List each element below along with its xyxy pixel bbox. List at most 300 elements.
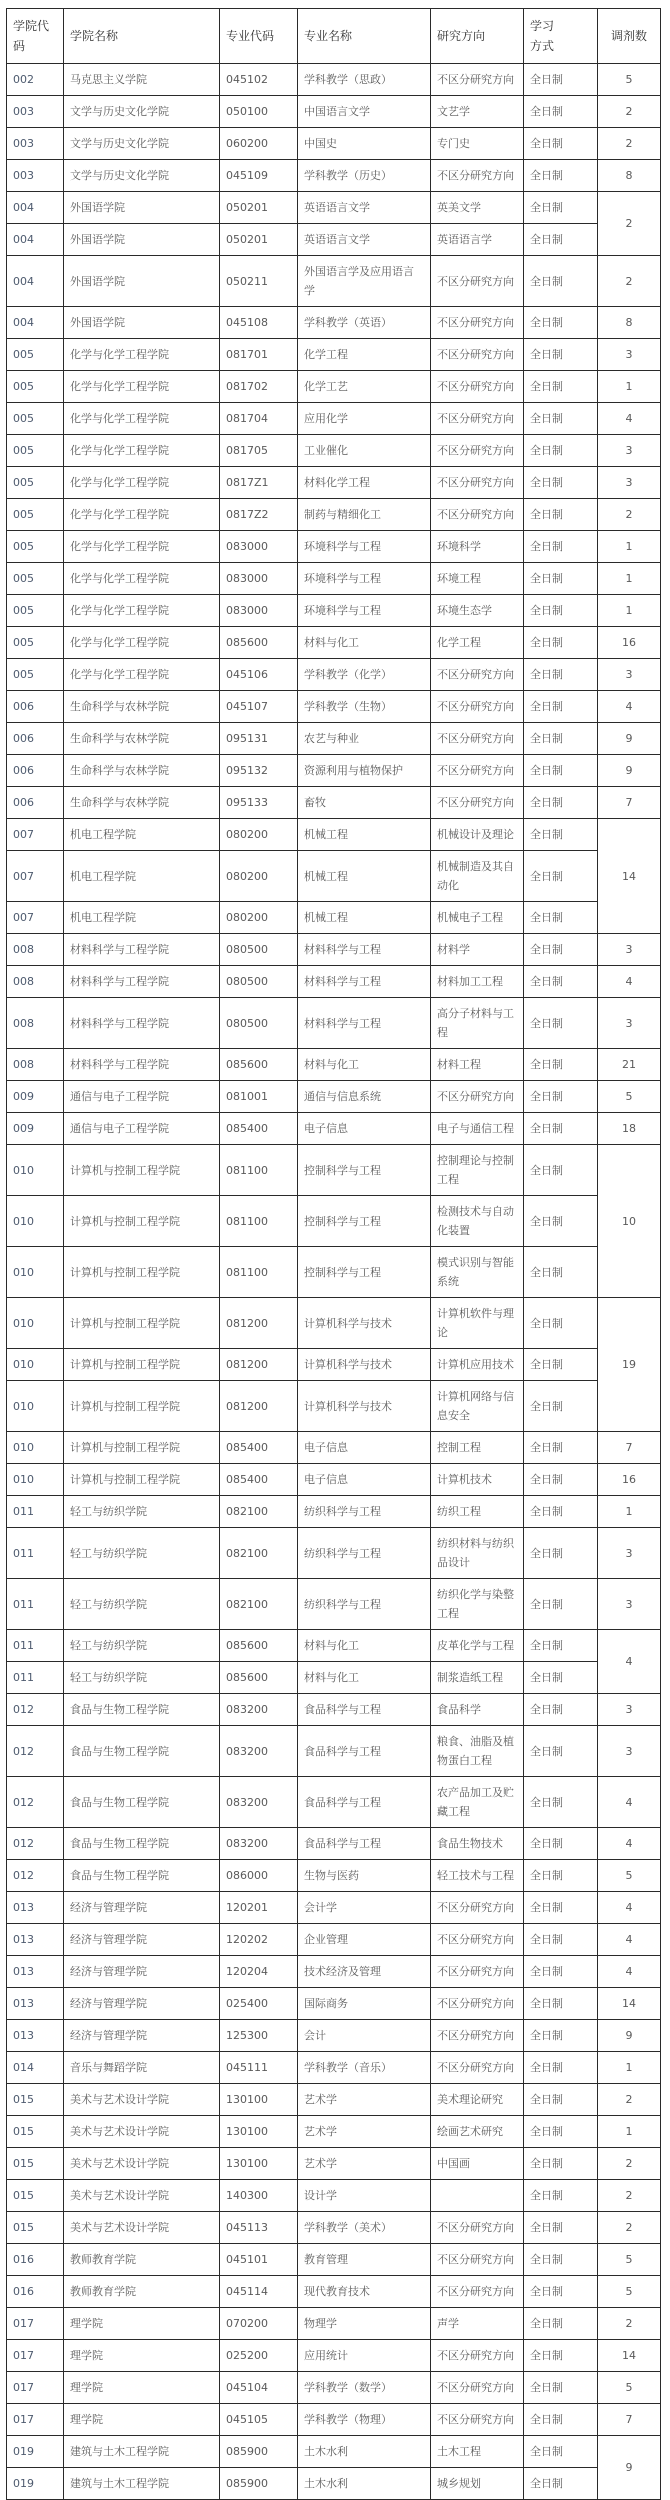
major-name-cell: 计算机科学与技术 bbox=[298, 1349, 431, 1381]
college-name-cell: 轻工与纺织学院 bbox=[64, 1496, 220, 1528]
study-mode-cell: 全日制 bbox=[524, 1528, 598, 1579]
college-code-cell: 012 bbox=[7, 1726, 64, 1777]
major-name-cell: 土木水利 bbox=[298, 2436, 431, 2468]
major-code-cell: 081702 bbox=[220, 371, 298, 403]
adjust-count-cell: 4 bbox=[598, 966, 661, 998]
major-code-cell: 0817Z1 bbox=[220, 467, 298, 499]
major-code-cell: 085400 bbox=[220, 1113, 298, 1145]
major-code-cell: 082100 bbox=[220, 1528, 298, 1579]
major-code-cell: 085600 bbox=[220, 627, 298, 659]
college-name-cell: 化学与化学工程学院 bbox=[64, 339, 220, 371]
major-code-cell: 045109 bbox=[220, 160, 298, 192]
adjust-count-cell: 3 bbox=[598, 998, 661, 1049]
college-name-cell: 轻工与纺织学院 bbox=[64, 1662, 220, 1694]
major-name-cell: 计算机科学与技术 bbox=[298, 1381, 431, 1432]
major-name-cell: 化学工艺 bbox=[298, 371, 431, 403]
college-name-cell: 文学与历史文化学院 bbox=[64, 96, 220, 128]
study-mode-cell: 全日制 bbox=[524, 499, 598, 531]
major-name-cell: 中国史 bbox=[298, 128, 431, 160]
college-code-cell: 005 bbox=[7, 403, 64, 435]
adjust-count-cell: 5 bbox=[598, 64, 661, 96]
major-code-cell: 081704 bbox=[220, 403, 298, 435]
adjust-count-cell: 1 bbox=[598, 1496, 661, 1528]
study-mode-cell: 全日制 bbox=[524, 1081, 598, 1113]
major-name-cell: 外国语言学及应用语言学 bbox=[298, 256, 431, 307]
major-name-cell: 技术经济及管理 bbox=[298, 1956, 431, 1988]
study-mode-cell: 全日制 bbox=[524, 1860, 598, 1892]
college-name-cell: 食品与生物工程学院 bbox=[64, 1726, 220, 1777]
study-mode-cell: 全日制 bbox=[524, 1349, 598, 1381]
research-direction-cell: 土木工程 bbox=[431, 2436, 524, 2468]
study-mode-cell: 全日制 bbox=[524, 563, 598, 595]
table-row bbox=[7, 1145, 661, 1196]
college-name-cell: 计算机与控制工程学院 bbox=[64, 1145, 220, 1196]
college-name-cell: 音乐与舞蹈学院 bbox=[64, 2052, 220, 2084]
research-direction-cell: 不区分研究方向 bbox=[431, 64, 524, 96]
college-name-cell: 计算机与控制工程学院 bbox=[64, 1247, 220, 1298]
study-mode-cell: 全日制 bbox=[524, 2468, 598, 2500]
study-mode-cell: 全日制 bbox=[524, 2308, 598, 2340]
major-code-cell: 045107 bbox=[220, 691, 298, 723]
table-row bbox=[7, 934, 661, 966]
major-code-cell: 081701 bbox=[220, 339, 298, 371]
major-name-cell: 环境科学与工程 bbox=[298, 531, 431, 563]
table-row bbox=[7, 1892, 661, 1924]
table-row bbox=[7, 2340, 661, 2372]
research-direction-cell: 美术理论研究 bbox=[431, 2084, 524, 2116]
major-name-cell: 学科教学（历史） bbox=[298, 160, 431, 192]
research-direction-cell: 高分子材料与工程 bbox=[431, 998, 524, 1049]
research-direction-cell: 模式识别与智能系统 bbox=[431, 1247, 524, 1298]
major-name-cell: 学科教学（美术） bbox=[298, 2212, 431, 2244]
study-mode-cell: 全日制 bbox=[524, 2244, 598, 2276]
table-row bbox=[7, 2436, 661, 2468]
adjust-count-cell: 1 bbox=[598, 595, 661, 627]
major-name-cell: 材料化学工程 bbox=[298, 467, 431, 499]
major-name-cell: 材料与化工 bbox=[298, 627, 431, 659]
table-row bbox=[7, 64, 661, 96]
college-name-cell: 理学院 bbox=[64, 2308, 220, 2340]
table-row bbox=[7, 2276, 661, 2308]
adjust-count-cell: 5 bbox=[598, 1081, 661, 1113]
college-code-cell: 003 bbox=[7, 96, 64, 128]
college-name-cell: 经济与管理学院 bbox=[64, 1956, 220, 1988]
adjust-count-cell: 5 bbox=[598, 2372, 661, 2404]
table-row bbox=[7, 2148, 661, 2180]
major-code-cell: 095133 bbox=[220, 787, 298, 819]
college-code-cell: 013 bbox=[7, 1956, 64, 1988]
research-direction-cell: 中国画 bbox=[431, 2148, 524, 2180]
college-name-cell: 教师教育学院 bbox=[64, 2244, 220, 2276]
major-name-cell: 计算机科学与技术 bbox=[298, 1298, 431, 1349]
college-code-cell: 011 bbox=[7, 1496, 64, 1528]
major-code-cell: 095131 bbox=[220, 723, 298, 755]
table-row bbox=[7, 499, 661, 531]
research-direction-cell: 不区分研究方向 bbox=[431, 2212, 524, 2244]
study-mode-cell: 全日制 bbox=[524, 1828, 598, 1860]
adjust-count-cell: 3 bbox=[598, 435, 661, 467]
header-major-name: 专业名称 bbox=[298, 9, 431, 64]
college-code-cell: 006 bbox=[7, 787, 64, 819]
college-code-cell: 013 bbox=[7, 1892, 64, 1924]
college-code-cell: 010 bbox=[7, 1247, 64, 1298]
major-name-cell: 机械工程 bbox=[298, 902, 431, 934]
research-direction-cell: 英美文学 bbox=[431, 192, 524, 224]
major-code-cell: 070200 bbox=[220, 2308, 298, 2340]
research-direction-cell: 不区分研究方向 bbox=[431, 2052, 524, 2084]
college-code-cell: 005 bbox=[7, 467, 64, 499]
study-mode-cell: 全日制 bbox=[524, 934, 598, 966]
study-mode-cell: 全日制 bbox=[524, 1579, 598, 1630]
college-code-cell: 010 bbox=[7, 1432, 64, 1464]
table-row bbox=[7, 595, 661, 627]
study-mode-cell: 全日制 bbox=[524, 1298, 598, 1349]
adjust-count-cell: 4 bbox=[598, 1892, 661, 1924]
adjust-count-cell: 4 bbox=[598, 403, 661, 435]
adjust-count-cell: 8 bbox=[598, 307, 661, 339]
study-mode-cell: 全日制 bbox=[524, 1113, 598, 1145]
college-code-cell: 011 bbox=[7, 1630, 64, 1662]
adjust-count-cell: 10 bbox=[598, 1145, 661, 1298]
adjust-count-cell: 1 bbox=[598, 2116, 661, 2148]
major-name-cell: 学科教学（生物） bbox=[298, 691, 431, 723]
adjust-count-cell: 8 bbox=[598, 160, 661, 192]
major-code-cell: 050201 bbox=[220, 224, 298, 256]
college-code-cell: 012 bbox=[7, 1860, 64, 1892]
college-name-cell: 计算机与控制工程学院 bbox=[64, 1432, 220, 1464]
college-name-cell: 食品与生物工程学院 bbox=[64, 1694, 220, 1726]
adjust-count-cell: 3 bbox=[598, 1694, 661, 1726]
major-name-cell: 食品科学与工程 bbox=[298, 1726, 431, 1777]
research-direction-cell: 城乡规划 bbox=[431, 2468, 524, 2500]
college-code-cell: 013 bbox=[7, 1924, 64, 1956]
major-code-cell: 080200 bbox=[220, 851, 298, 902]
college-name-cell: 生命科学与农林学院 bbox=[64, 723, 220, 755]
college-name-cell: 机电工程学院 bbox=[64, 851, 220, 902]
research-direction-cell: 不区分研究方向 bbox=[431, 2340, 524, 2372]
major-code-cell: 080500 bbox=[220, 934, 298, 966]
table-row bbox=[7, 1777, 661, 1828]
study-mode-cell: 全日制 bbox=[524, 2020, 598, 2052]
major-name-cell: 材料科学与工程 bbox=[298, 998, 431, 1049]
research-direction-cell: 不区分研究方向 bbox=[431, 1988, 524, 2020]
major-name-cell: 材料与化工 bbox=[298, 1630, 431, 1662]
major-code-cell: 045108 bbox=[220, 307, 298, 339]
table-row bbox=[7, 966, 661, 998]
research-direction-cell: 食品生物技术 bbox=[431, 1828, 524, 1860]
table-row bbox=[7, 787, 661, 819]
header-study-mode: 学习方式 bbox=[524, 9, 598, 64]
research-direction-cell: 材料工程 bbox=[431, 1049, 524, 1081]
table-row bbox=[7, 1049, 661, 1081]
study-mode-cell: 全日制 bbox=[524, 819, 598, 851]
college-code-cell: 010 bbox=[7, 1464, 64, 1496]
major-name-cell: 农艺与种业 bbox=[298, 723, 431, 755]
study-mode-cell: 全日制 bbox=[524, 1196, 598, 1247]
college-name-cell: 外国语学院 bbox=[64, 256, 220, 307]
adjust-count-cell: 21 bbox=[598, 1049, 661, 1081]
research-direction-cell: 皮革化学与工程 bbox=[431, 1630, 524, 1662]
major-code-cell: 045114 bbox=[220, 2276, 298, 2308]
research-direction-cell: 食品科学 bbox=[431, 1694, 524, 1726]
adjust-count-cell: 3 bbox=[598, 1528, 661, 1579]
adjust-count-cell: 4 bbox=[598, 1924, 661, 1956]
major-name-cell: 学科教学（思政） bbox=[298, 64, 431, 96]
table-row bbox=[7, 307, 661, 339]
major-code-cell: 130100 bbox=[220, 2116, 298, 2148]
research-direction-cell: 纺织化学与染整工程 bbox=[431, 1579, 524, 1630]
table-row bbox=[7, 1694, 661, 1726]
major-name-cell: 机械工程 bbox=[298, 851, 431, 902]
adjust-count-cell: 1 bbox=[598, 531, 661, 563]
study-mode-cell: 全日制 bbox=[524, 192, 598, 224]
college-code-cell: 007 bbox=[7, 851, 64, 902]
major-code-cell: 081100 bbox=[220, 1145, 298, 1196]
major-code-cell: 081100 bbox=[220, 1247, 298, 1298]
table-row bbox=[7, 755, 661, 787]
research-direction-cell: 计算机应用技术 bbox=[431, 1349, 524, 1381]
table-row bbox=[7, 1247, 661, 1298]
adjust-count-cell: 9 bbox=[598, 2020, 661, 2052]
table-row bbox=[7, 403, 661, 435]
college-code-cell: 005 bbox=[7, 563, 64, 595]
college-code-cell: 005 bbox=[7, 371, 64, 403]
study-mode-cell: 全日制 bbox=[524, 1432, 598, 1464]
research-direction-cell: 控制理论与控制工程 bbox=[431, 1145, 524, 1196]
research-direction-cell: 声学 bbox=[431, 2308, 524, 2340]
major-code-cell: 081200 bbox=[220, 1298, 298, 1349]
research-direction-cell: 粮食、油脂及植物蛋白工程 bbox=[431, 1726, 524, 1777]
study-mode-cell: 全日制 bbox=[524, 851, 598, 902]
major-code-cell: 081200 bbox=[220, 1381, 298, 1432]
table-row bbox=[7, 2372, 661, 2404]
major-code-cell: 081200 bbox=[220, 1349, 298, 1381]
major-code-cell: 025200 bbox=[220, 2340, 298, 2372]
major-name-cell: 控制科学与工程 bbox=[298, 1247, 431, 1298]
adjust-count-cell: 1 bbox=[598, 563, 661, 595]
college-code-cell: 003 bbox=[7, 160, 64, 192]
table-row bbox=[7, 659, 661, 691]
major-code-cell: 083200 bbox=[220, 1694, 298, 1726]
study-mode-cell: 全日制 bbox=[524, 160, 598, 192]
college-code-cell: 011 bbox=[7, 1528, 64, 1579]
major-code-cell: 083000 bbox=[220, 531, 298, 563]
college-name-cell: 材料科学与工程学院 bbox=[64, 998, 220, 1049]
college-code-cell: 004 bbox=[7, 224, 64, 256]
major-name-cell: 艺术学 bbox=[298, 2084, 431, 2116]
college-code-cell: 009 bbox=[7, 1081, 64, 1113]
college-name-cell: 文学与历史文化学院 bbox=[64, 160, 220, 192]
college-name-cell: 经济与管理学院 bbox=[64, 2020, 220, 2052]
study-mode-cell: 全日制 bbox=[524, 2052, 598, 2084]
college-code-cell: 013 bbox=[7, 2020, 64, 2052]
college-name-cell: 化学与化学工程学院 bbox=[64, 659, 220, 691]
adjustment-quota-table bbox=[6, 8, 661, 2500]
table-row bbox=[7, 2020, 661, 2052]
college-code-cell: 017 bbox=[7, 2308, 64, 2340]
table-row bbox=[7, 2052, 661, 2084]
research-direction-cell: 材料加工工程 bbox=[431, 966, 524, 998]
major-name-cell: 学科教学（物理） bbox=[298, 2404, 431, 2436]
college-code-cell: 014 bbox=[7, 2052, 64, 2084]
table-header-row bbox=[7, 9, 661, 64]
major-code-cell: 125300 bbox=[220, 2020, 298, 2052]
major-name-cell: 英语语言文学 bbox=[298, 192, 431, 224]
study-mode-cell: 全日制 bbox=[524, 1694, 598, 1726]
college-code-cell: 017 bbox=[7, 2372, 64, 2404]
table-row bbox=[7, 1956, 661, 1988]
major-code-cell: 085400 bbox=[220, 1464, 298, 1496]
research-direction-cell: 不区分研究方向 bbox=[431, 256, 524, 307]
research-direction-cell: 不区分研究方向 bbox=[431, 499, 524, 531]
study-mode-cell: 全日制 bbox=[524, 256, 598, 307]
adjust-count-cell: 3 bbox=[598, 659, 661, 691]
table-row bbox=[7, 2180, 661, 2212]
college-code-cell: 015 bbox=[7, 2212, 64, 2244]
adjust-count-cell: 5 bbox=[598, 2244, 661, 2276]
major-code-cell: 060200 bbox=[220, 128, 298, 160]
research-direction-cell: 控制工程 bbox=[431, 1432, 524, 1464]
study-mode-cell: 全日制 bbox=[524, 2212, 598, 2244]
college-code-cell: 002 bbox=[7, 64, 64, 96]
adjust-count-cell: 4 bbox=[598, 1956, 661, 1988]
college-code-cell: 015 bbox=[7, 2180, 64, 2212]
major-code-cell: 083000 bbox=[220, 595, 298, 627]
major-name-cell: 学科教学（英语） bbox=[298, 307, 431, 339]
major-code-cell: 080500 bbox=[220, 998, 298, 1049]
college-code-cell: 010 bbox=[7, 1349, 64, 1381]
major-name-cell: 电子信息 bbox=[298, 1113, 431, 1145]
major-name-cell: 艺术学 bbox=[298, 2148, 431, 2180]
research-direction-cell: 绘画艺术研究 bbox=[431, 2116, 524, 2148]
header-college-name: 学院名称 bbox=[64, 9, 220, 64]
adjust-count-cell: 3 bbox=[598, 1579, 661, 1630]
adjust-count-cell: 4 bbox=[598, 1630, 661, 1694]
research-direction-cell: 不区分研究方向 bbox=[431, 723, 524, 755]
table-row bbox=[7, 1432, 661, 1464]
major-code-cell: 045111 bbox=[220, 2052, 298, 2084]
college-code-cell: 006 bbox=[7, 755, 64, 787]
header-major-code: 专业代码 bbox=[220, 9, 298, 64]
table-row bbox=[7, 1496, 661, 1528]
major-code-cell: 083200 bbox=[220, 1828, 298, 1860]
research-direction-cell: 不区分研究方向 bbox=[431, 2276, 524, 2308]
college-name-cell: 机电工程学院 bbox=[64, 902, 220, 934]
adjust-count-cell: 2 bbox=[598, 499, 661, 531]
college-name-cell: 计算机与控制工程学院 bbox=[64, 1196, 220, 1247]
adjust-count-cell: 2 bbox=[598, 256, 661, 307]
research-direction-cell: 计算机网络与信息安全 bbox=[431, 1381, 524, 1432]
major-name-cell: 材料与化工 bbox=[298, 1662, 431, 1694]
adjust-count-cell: 9 bbox=[598, 2436, 661, 2500]
research-direction-cell: 不区分研究方向 bbox=[431, 2404, 524, 2436]
adjust-count-cell: 18 bbox=[598, 1113, 661, 1145]
adjust-count-cell: 3 bbox=[598, 934, 661, 966]
college-code-cell: 005 bbox=[7, 531, 64, 563]
header-adjust-count: 调剂数 bbox=[598, 9, 661, 64]
major-code-cell: 0817Z2 bbox=[220, 499, 298, 531]
major-code-cell: 095132 bbox=[220, 755, 298, 787]
college-name-cell: 计算机与控制工程学院 bbox=[64, 1349, 220, 1381]
adjust-count-cell: 2 bbox=[598, 2180, 661, 2212]
header-research-direction: 研究方向 bbox=[431, 9, 524, 64]
research-direction-cell: 环境科学 bbox=[431, 531, 524, 563]
major-code-cell: 120204 bbox=[220, 1956, 298, 1988]
college-name-cell: 美术与艺术设计学院 bbox=[64, 2116, 220, 2148]
college-name-cell: 化学与化学工程学院 bbox=[64, 371, 220, 403]
table-row bbox=[7, 531, 661, 563]
major-code-cell: 045105 bbox=[220, 2404, 298, 2436]
table-row bbox=[7, 96, 661, 128]
college-name-cell: 化学与化学工程学院 bbox=[64, 531, 220, 563]
major-code-cell: 130100 bbox=[220, 2148, 298, 2180]
study-mode-cell: 全日制 bbox=[524, 595, 598, 627]
major-name-cell: 物理学 bbox=[298, 2308, 431, 2340]
table-row bbox=[7, 224, 661, 256]
study-mode-cell: 全日制 bbox=[524, 723, 598, 755]
college-code-cell: 017 bbox=[7, 2404, 64, 2436]
college-name-cell: 轻工与纺织学院 bbox=[64, 1579, 220, 1630]
adjust-count-cell: 4 bbox=[598, 1777, 661, 1828]
major-name-cell: 食品科学与工程 bbox=[298, 1694, 431, 1726]
college-name-cell: 建筑与土木工程学院 bbox=[64, 2436, 220, 2468]
major-code-cell: 045101 bbox=[220, 2244, 298, 2276]
adjust-count-cell: 16 bbox=[598, 1464, 661, 1496]
major-code-cell: 045106 bbox=[220, 659, 298, 691]
major-name-cell: 控制科学与工程 bbox=[298, 1196, 431, 1247]
college-code-cell: 015 bbox=[7, 2084, 64, 2116]
research-direction-cell: 不区分研究方向 bbox=[431, 755, 524, 787]
table-row bbox=[7, 1579, 661, 1630]
college-code-cell: 019 bbox=[7, 2436, 64, 2468]
research-direction-cell: 不区分研究方向 bbox=[431, 787, 524, 819]
college-name-cell: 经济与管理学院 bbox=[64, 1924, 220, 1956]
major-code-cell: 082100 bbox=[220, 1579, 298, 1630]
college-code-cell: 007 bbox=[7, 902, 64, 934]
table-row bbox=[7, 128, 661, 160]
major-name-cell: 化学工程 bbox=[298, 339, 431, 371]
research-direction-cell: 不区分研究方向 bbox=[431, 160, 524, 192]
research-direction-cell: 计算机软件与理论 bbox=[431, 1298, 524, 1349]
study-mode-cell: 全日制 bbox=[524, 2276, 598, 2308]
major-name-cell: 企业管理 bbox=[298, 1924, 431, 1956]
research-direction-cell: 农产品加工及贮藏工程 bbox=[431, 1777, 524, 1828]
major-name-cell: 材料与化工 bbox=[298, 1049, 431, 1081]
research-direction-cell: 文艺学 bbox=[431, 96, 524, 128]
table-row bbox=[7, 1860, 661, 1892]
major-code-cell: 085600 bbox=[220, 1630, 298, 1662]
study-mode-cell: 全日制 bbox=[524, 691, 598, 723]
college-name-cell: 材料科学与工程学院 bbox=[64, 1049, 220, 1081]
major-name-cell: 学科教学（数学） bbox=[298, 2372, 431, 2404]
major-name-cell: 会计学 bbox=[298, 1892, 431, 1924]
college-code-cell: 008 bbox=[7, 998, 64, 1049]
study-mode-cell: 全日制 bbox=[524, 371, 598, 403]
study-mode-cell: 全日制 bbox=[524, 2116, 598, 2148]
college-code-cell: 013 bbox=[7, 1988, 64, 2020]
adjust-count-cell: 2 bbox=[598, 96, 661, 128]
study-mode-cell: 全日制 bbox=[524, 902, 598, 934]
college-name-cell: 经济与管理学院 bbox=[64, 1988, 220, 2020]
college-code-cell: 006 bbox=[7, 691, 64, 723]
college-name-cell: 生命科学与农林学院 bbox=[64, 691, 220, 723]
college-name-cell: 外国语学院 bbox=[64, 224, 220, 256]
adjust-count-cell: 2 bbox=[598, 192, 661, 256]
adjust-count-cell: 9 bbox=[598, 723, 661, 755]
study-mode-cell: 全日制 bbox=[524, 1630, 598, 1662]
college-code-cell: 005 bbox=[7, 499, 64, 531]
major-code-cell: 080200 bbox=[220, 902, 298, 934]
